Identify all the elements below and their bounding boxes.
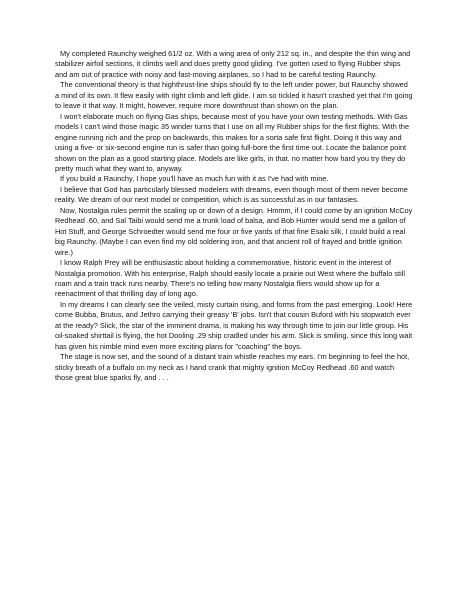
paragraph: The stage is now set, and the sound of a distant train whistle reaches my ears. I'm beginning to feel the hot, sticky breath of a buffalo on my neck as I hand crank that mighty ignition McCoy Redhead .60 and watch those great blue sparks fly, and . . .	[55, 352, 410, 383]
paragraph: My completed Raunchy weighed 61/2 oz. With a wing area of only 212 sq. in., and despite the thin wing and stabilizer airfoil sections, it climbs well and does pretty good gliding. I've gotten used to flying Rubber ships and am out of practice with noisy and fast-moving airplanes, so I had to be careful testing Raunchy.	[55, 49, 411, 79]
paragraph: Now, Nostalgia rules permit the scaling up or down of a design. Hmmm, if I could come by an ignition McCoy Redhead .60, and Sal Taibi would send me a trunk load of balsa, and Bob Hunter would send me a gallon of Hot Stuff, and George Schroedter would send me four or five yards of that fine Esaki silk, I could build a real big Raunchy. (Maybe I can even find my old soldering iron, and that ancient roll of frayed and brittle ignition wire.)	[55, 205, 413, 257]
article-body	[55, 49, 413, 384]
paragraph: If you build a Raunchy, I hope you'll have as much fun with it as I've had with mine.	[60, 174, 329, 184]
paragraph: In my dreams I can clearly see the veiled, misty curtain rising, and forms from the past emerging. Look! Here come Bubba, Brutus, and Jethro carrying their greasy 'B' jobs. Isn't that cousin Buford with his stopwatch ever at the ready? Slick, the star of the imminent drama, is making his way through time to join our little group. His oil-soaked shirttail is flying, the hot Dooling .29 ship cradled under his arm. Slick is smiling, since this long wait has given his nimble mind even more exciting plans for "coaching" the boys.	[55, 299, 413, 351]
paragraph: I believe that God has particularly blessed modelers with dreams, even though most of them never become reality. We dream of our next model or competition, which is as successful as in our fantasies.	[55, 184, 408, 205]
paragraph: The conventional theory is that highthrust-line ships should fly to the left under power, but Raunchy showed a mind of its own. It flew easily with right climb and left glide. I am so tickled it hasn't crashed yet that I'm going to leave it that way. It might, however, require more downthrust than shown on the plan.	[55, 80, 413, 111]
paragraph: I know Ralph Prey will be enthusiastic about holding a commemorative, historic event in the interest of Nostalgia promotion. With his enterprise, Ralph should easily locate a prairie out West where the buffalo still roam and a train track runs nearby. There's no telling how many Nostalgia fliers would show up for a reenactment of that thrilling day of long ago.	[55, 258, 405, 299]
paragraph: I won't elaborate much on flying Gas ships, because most of you have your own testing methods. With Gas models I can't wind those magic 35 winder turns that I use on all my Rubber ships for the first flights. With the engine running rich and the prop on backwards, this makes for a sorta safe first flight. Doing it this way and using a five- or six-second engine run is safer than going full-bore the first time out. Locate the balance point shown on the plan as a good starting place. Models are like girls, in that. no matter how hard you try they do pretty much what they want to, anyway.	[55, 111, 410, 173]
